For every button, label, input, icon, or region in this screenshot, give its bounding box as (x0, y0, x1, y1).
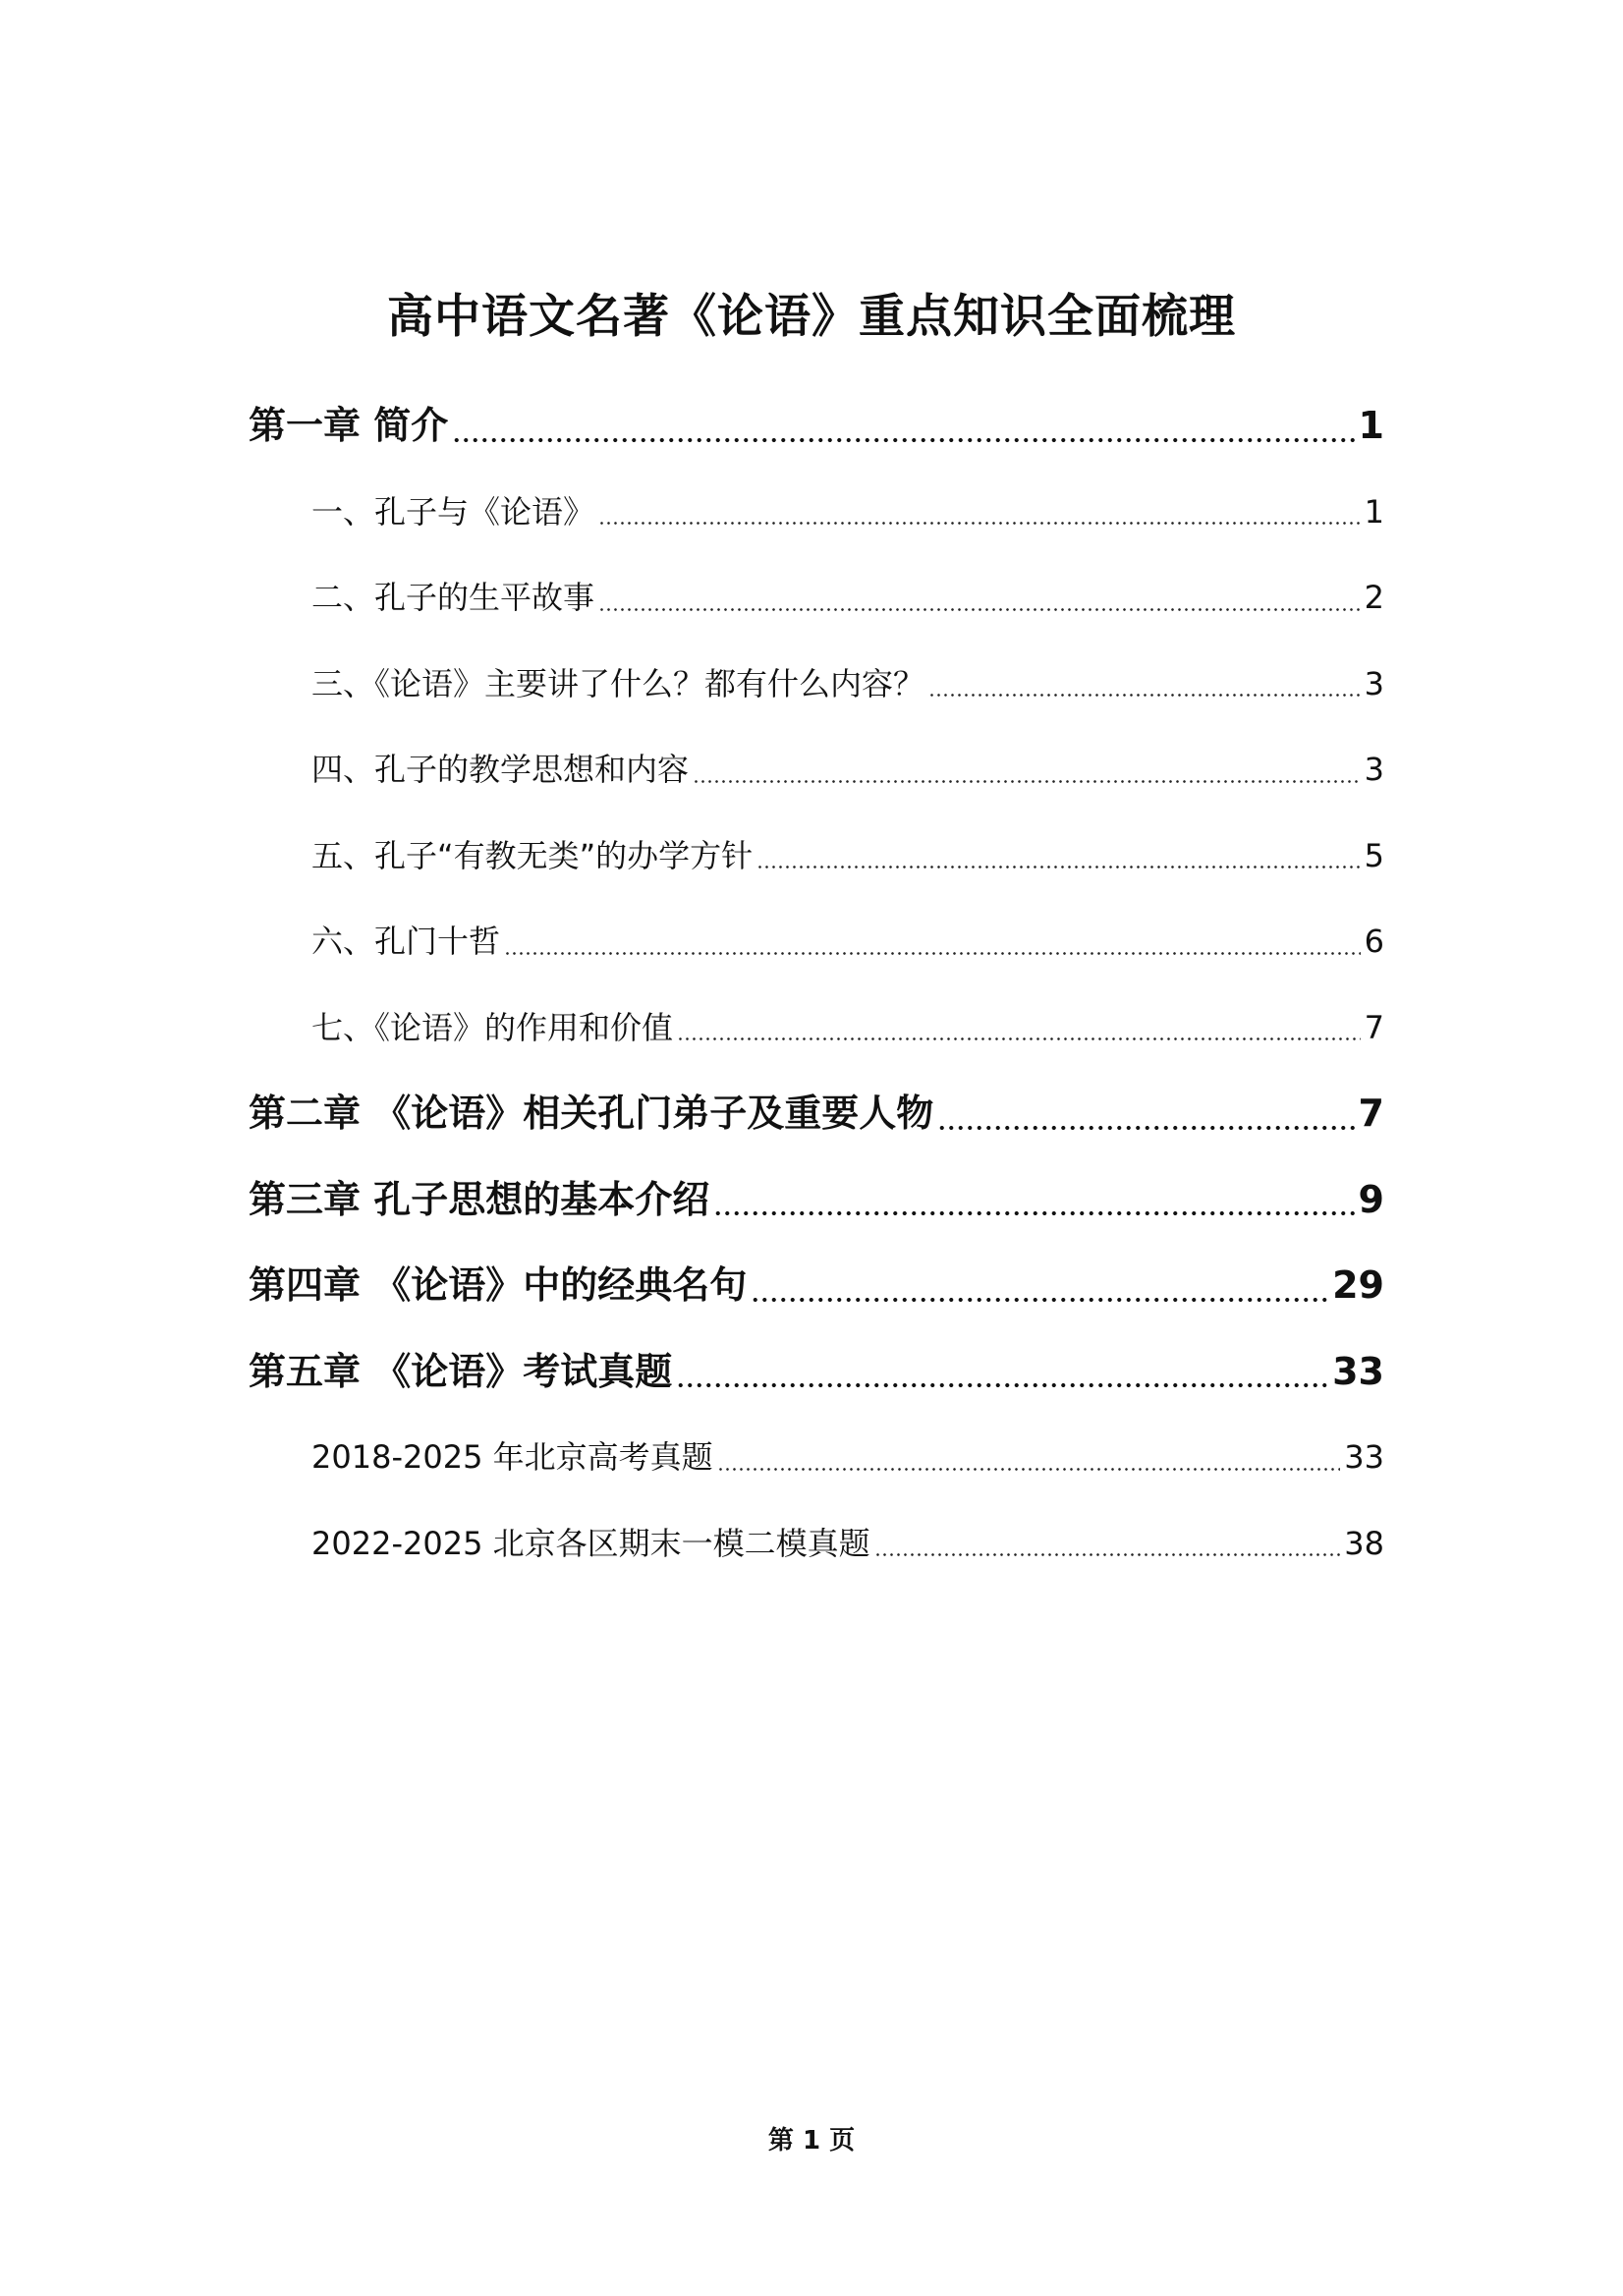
dot-leader (928, 670, 1361, 699)
toc-entry-page: 29 (1332, 1263, 1384, 1307)
toc-entry-page: 1 (1364, 492, 1384, 531)
toc-entry-chapter-1[interactable] (249, 383, 1384, 470)
toc-entry-page: 7 (1364, 1008, 1384, 1046)
toc-entry-label: 四、孔子的教学思想和内容 (311, 751, 690, 788)
toc-entry-page: 2 (1364, 579, 1384, 616)
toc-entry-chapter-5[interactable] (249, 1329, 1384, 1416)
toc-entry-page: 38 (1344, 1524, 1384, 1562)
dot-leader (751, 1268, 1328, 1302)
toc-entry-label: 2018-2025 年北京高考真题 (311, 1438, 713, 1476)
toc-entry-chapter-2[interactable] (249, 1071, 1384, 1157)
toc-entry-label: 第二章 《论语》相关孔门弟子及重要人物 (249, 1092, 934, 1135)
dot-leader (504, 927, 1361, 956)
toc-entry-page: 6 (1364, 923, 1384, 960)
toc-entry-label: 七、《论语》的作用和价值 (311, 1008, 674, 1046)
dot-leader (717, 1443, 1341, 1472)
dot-leader (693, 756, 1361, 784)
toc-entry-label: 三、《论语》主要讲了什么？都有什么内容？ (311, 664, 925, 702)
toc-entry-section[interactable] (249, 470, 1384, 556)
toc-entry-section[interactable] (249, 1501, 1384, 1588)
toc-entry-label: 第四章 《论语》中的经典名句 (249, 1263, 748, 1307)
toc-entry-label: 2022-2025 北京各区期末一模二模真题 (311, 1524, 870, 1562)
toc-entry-page: 1 (1358, 404, 1384, 447)
dot-leader (598, 498, 1361, 527)
document-title: 高中语文名著《论语》重点知识全面梳理 (387, 290, 1236, 345)
toc-entry-section[interactable] (249, 813, 1384, 900)
toc-entry-page: 3 (1364, 664, 1384, 702)
toc-entry-page: 9 (1358, 1177, 1384, 1221)
toc-entry-label: 第一章 简介 (249, 404, 449, 447)
toc-entry-page: 3 (1364, 751, 1384, 788)
dot-leader (937, 1096, 1354, 1130)
toc-entry-section[interactable] (249, 985, 1384, 1072)
dot-leader (598, 584, 1361, 612)
toc-entry-label: 一、孔子与《论语》 (311, 492, 595, 531)
dot-leader (874, 1530, 1341, 1558)
toc-entry-label: 六、孔门十哲 (311, 923, 501, 960)
toc-entry-section[interactable] (249, 1415, 1384, 1501)
toc-entry-section[interactable] (249, 899, 1384, 985)
toc-entry-page: 33 (1344, 1438, 1384, 1476)
page-number-footer: 第 1 页 (767, 2126, 856, 2156)
toc-entry-page: 7 (1358, 1092, 1384, 1135)
toc-entry-chapter-3[interactable] (249, 1157, 1384, 1244)
toc-entry-label: 第五章 《论语》考试真题 (249, 1349, 673, 1393)
toc-entry-label: 二、孔子的生平故事 (311, 579, 595, 616)
toc-entry-label: 第三章 孔子思想的基本介绍 (249, 1177, 710, 1221)
toc-entry-section[interactable] (249, 727, 1384, 813)
toc-entry-page: 5 (1364, 836, 1384, 874)
toc-entry-page: 33 (1332, 1349, 1384, 1393)
dot-leader (452, 409, 1354, 442)
toc-entry-chapter-4[interactable] (249, 1243, 1384, 1329)
dot-leader (676, 1355, 1328, 1388)
toc-entry-label: 五、孔子“有教无类”的办学方针 (311, 836, 754, 874)
toc-entry-section[interactable] (249, 642, 1384, 728)
dot-leader (756, 842, 1360, 870)
dot-leader (677, 1014, 1361, 1042)
dot-leader (713, 1183, 1354, 1216)
table-of-contents (249, 383, 1384, 1587)
toc-entry-section[interactable] (249, 555, 1384, 642)
